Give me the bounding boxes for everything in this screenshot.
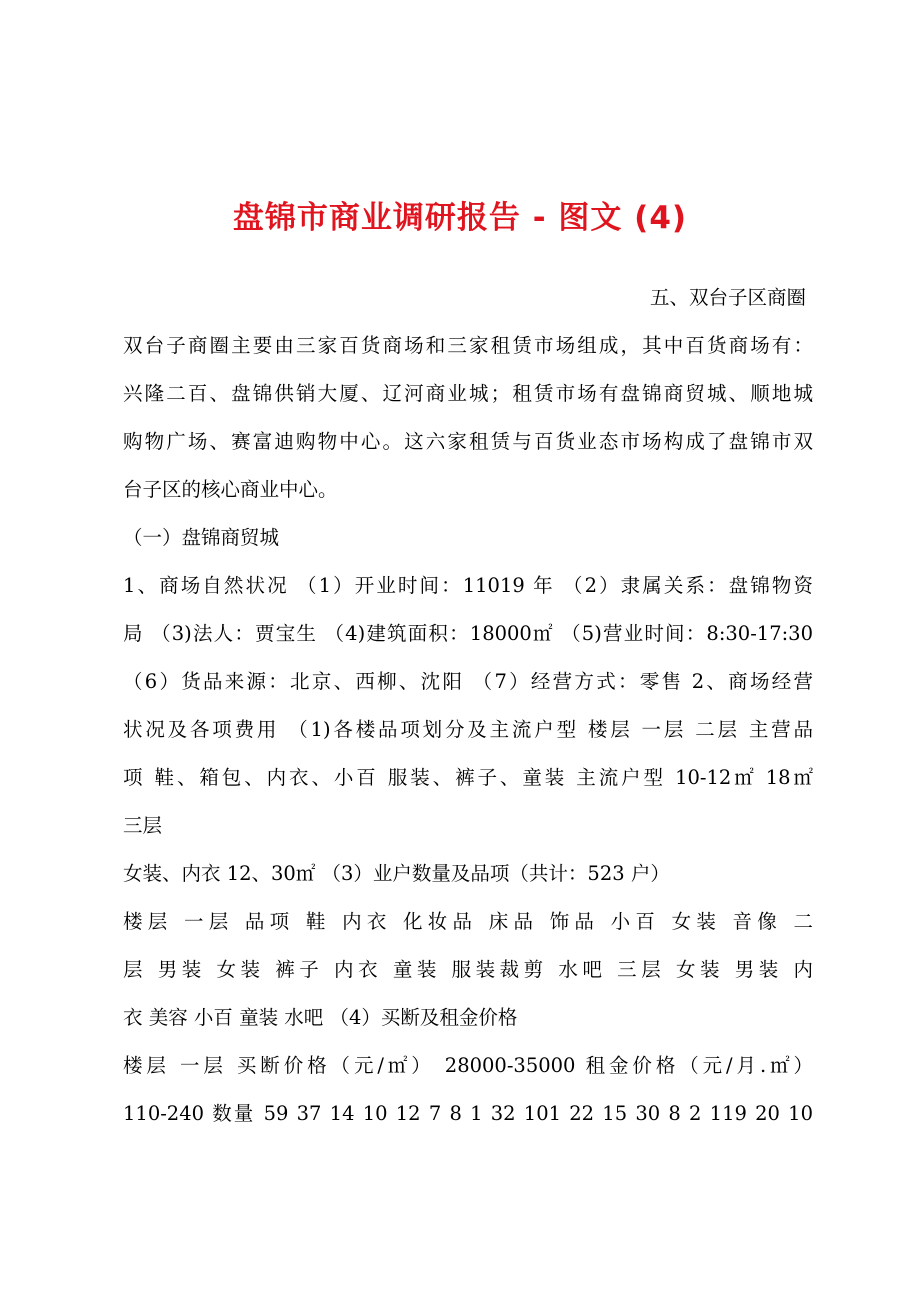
body-line-6: 1、商场自然状况 （1）开业时间：11019 年 （2）隶属关系：盘锦物资 (123, 574, 813, 597)
body-line-15: 衣 美容 小百 童装 水吧 （4）买断及租金价格 (123, 1006, 518, 1029)
body-line-12: 女装、内衣 12、30㎡ （3）业户数量及品项（共计：523 户） (123, 862, 670, 885)
body-line-2: 兴隆二百、盘锦供销大厦、辽河商业城；租赁市场有盘锦商贸城、顺地城 (123, 382, 813, 405)
section-heading: 五、双台子区商圈 (649, 286, 806, 309)
body-line-14: 层 男装 女装 裤子 内衣 童装 服装裁剪 水吧 三层 女装 男装 内 (123, 958, 813, 981)
subsection-heading: （一）盘锦商贸城 (123, 526, 280, 549)
body-line-11: 三层 (123, 814, 163, 837)
body-line-9: 状况及各项费用 （1)各楼品项划分及主流户型 楼层 一层 二层 主营品 (123, 718, 813, 741)
body-line-3: 购物广场、赛富迪购物中心。这六家租赁与百货业态市场构成了盘锦市双 (123, 430, 813, 453)
body-line-7: 局 （3)法人：贾宝生 （4)建筑面积：18000㎡ （5)营业时间：8:30-17:30 (123, 622, 813, 645)
body-line-17: 110-240 数量 59 37 14 10 12 7 8 1 32 101 22 15 30 8 2 119 20 10 (123, 1102, 813, 1125)
body-line-8: （6）货品来源：北京、西柳、沈阳 （7）经营方式：零售 2、商场经营 (123, 670, 813, 693)
body-line-10: 项 鞋、箱包、内衣、小百 服装、裤子、童装 主流户型 10-12㎡ 18㎡ (123, 766, 813, 789)
document-title: 盘锦市商业调研报告 - 图文 (4) (232, 200, 688, 236)
body-line-16: 楼层 一层 买断价格（元/㎡） 28000-35000 租金价格（元/月.㎡） (123, 1054, 813, 1077)
body-line-1: 双台子商圈主要由三家百货商场和三家租赁市场组成，其中百货商场有： (123, 334, 813, 357)
body-line-13: 楼层 一层 品项 鞋 内衣 化妆品 床品 饰品 小百 女装 音像 二 (123, 910, 813, 933)
body-line-4: 台子区的核心商业中心。 (123, 478, 338, 501)
